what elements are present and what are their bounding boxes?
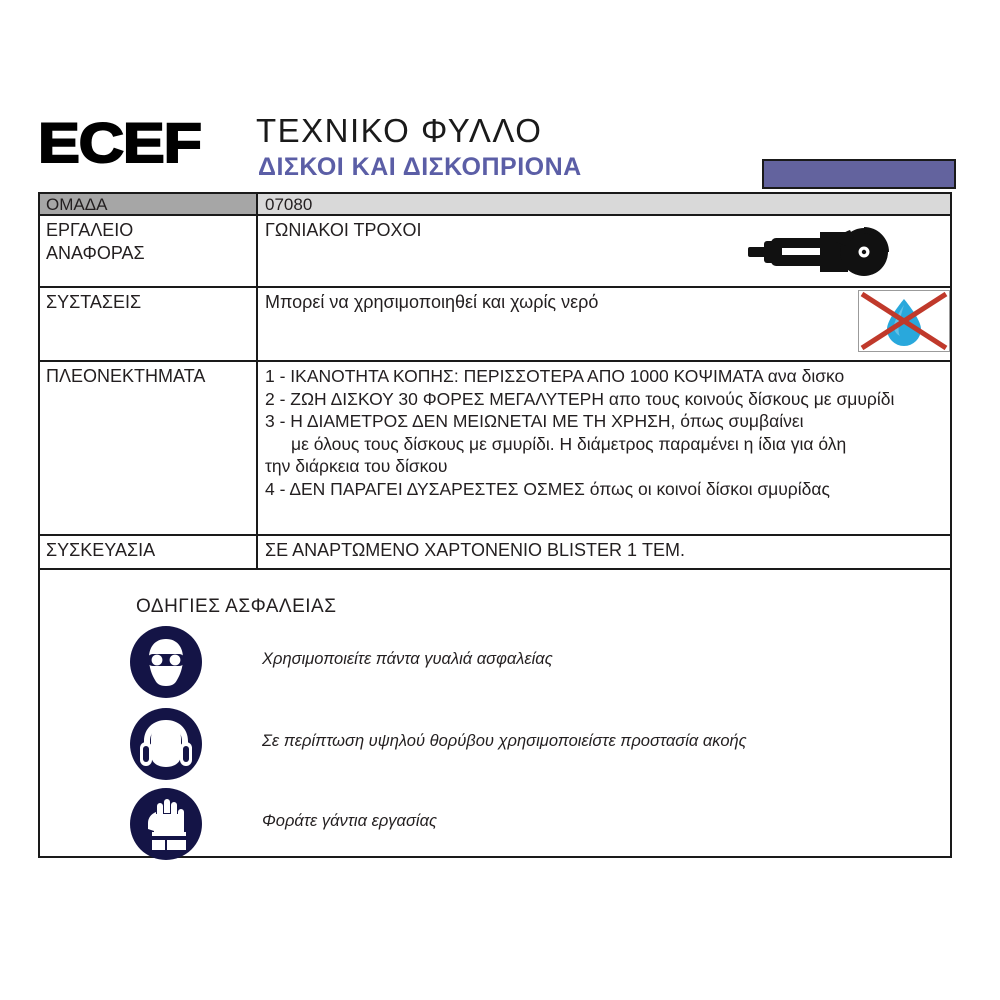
- tool-value: ΓΩΝΙΑΚΟΙ ΤΡΟΧΟΙ: [265, 220, 422, 240]
- safety-item-goggles: [130, 626, 930, 704]
- category-color-swatch: [762, 159, 956, 189]
- safety-item-ear-protection: [130, 708, 930, 786]
- tool-label-line1: ΕΡΓΑΛΕΙΟ: [46, 220, 134, 240]
- packaging-label: ΣΥΣΚΕΥΑΣΙΑ: [40, 536, 258, 576]
- packaging-value: ΣΕ ΑΝΑΡΤΩΜΕΝΟ ΧΑΡΤΟΝΕΝΙΟ BLISTER 1 ΤΕΜ.: [265, 540, 686, 560]
- spec-table: [38, 192, 952, 578]
- safety-text-ear-protection: Σε περίπτωση υψηλού θορύβου χρησιμοποιείστε προστασία ακοής: [262, 732, 747, 750]
- group-value: 07080: [258, 194, 950, 214]
- table-row-tool: [40, 216, 950, 288]
- ecef-logo: ECEF: [38, 111, 201, 174]
- recommendations-label: ΣΥΣΤΑΣΕΙΣ: [40, 288, 258, 360]
- advantage-item-4: 4 - ΔΕΝ ΠΑΡΑΓΕΙ ΔΥΣΑΡΕΣΤΕΣ ΟΣΜΕΣ όπως οι κοινοί δίσκοι σμυρίδας: [265, 478, 830, 499]
- document-subtitle: ΔΙΣΚΟΙ ΚΑΙ ΔΙΣΚΟΠΡΙΟΝΑ: [258, 153, 582, 181]
- advantage-item-1: 1 - ΙΚΑΝΟΤΗΤΑ ΚΟΠΗΣ: ΠΕΡΙΣΣΟΤΕΡΑ ΑΠΟ 1000 ΚΟΨΙΜΑΤΑ ανα δισκο: [265, 366, 845, 386]
- recommendations-value: Μπορεί να χρησιμοποιηθεί και χωρίς νερό: [265, 292, 599, 312]
- advantage-item-3-cont-a: με όλους τους δίσκους με σμυρίδι. Η διάμετρος παραμένει η ίδια για όλη: [291, 433, 847, 454]
- safety-item-gloves: [130, 788, 930, 866]
- document-header: [38, 108, 952, 192]
- safety-text-gloves: Φοράτε γάντια εργασίας: [262, 812, 438, 830]
- tool-value-cell: [258, 216, 950, 286]
- safety-instructions-panel: [38, 568, 952, 858]
- safety-goggles-icon: [130, 626, 202, 698]
- group-label: ΟΜΑΔΑ: [40, 194, 258, 214]
- safety-title: ΟΔΗΓΙΕΣ ΑΣΦΑΛΕΙΑΣ: [136, 596, 337, 617]
- table-row-group: [40, 194, 950, 216]
- advantages-label: ΠΛΕΟΝΕΚΤΗΜΑΤΑ: [40, 362, 258, 534]
- tool-label-line2: ΑΝΑΦΟΡΑΣ: [46, 243, 145, 263]
- recommendations-value-cell: [258, 288, 950, 360]
- document-title: ΤΕΧΝΙΚΟ ΦΥΛΛΟ: [256, 112, 543, 149]
- ear-protection-icon: [130, 708, 202, 780]
- no-water-icon: [858, 290, 950, 352]
- advantage-item-2: 2 - ΖΩΗ ΔΙΣΚΟΥ 30 ΦΟΡΕΣ ΜΕΓΑΛΥΤΕΡΗ απο τους κοινούς δίσκους με σμυρίδι: [265, 388, 895, 409]
- advantages-list: [258, 362, 950, 534]
- table-row-recommendations: [40, 288, 950, 362]
- tool-label: [40, 216, 258, 286]
- table-row-advantages: [40, 362, 950, 536]
- angle-grinder-icon: [746, 226, 926, 278]
- work-gloves-icon: [130, 788, 202, 860]
- advantage-item-3: 3 - Η ΔΙΑΜΕΤΡΟΣ ΔΕΝ ΜΕΙΩΝΕΤΑΙ ΜΕ ΤΗ ΧΡΗΣΗ, όπως συμβαίνει: [265, 411, 804, 432]
- safety-text-goggles: Χρησιμοποιείτε πάντα γυαλιά ασφαλείας: [262, 650, 553, 668]
- advantage-item-3-cont-b: την διάρκεια του δίσκου: [265, 456, 448, 477]
